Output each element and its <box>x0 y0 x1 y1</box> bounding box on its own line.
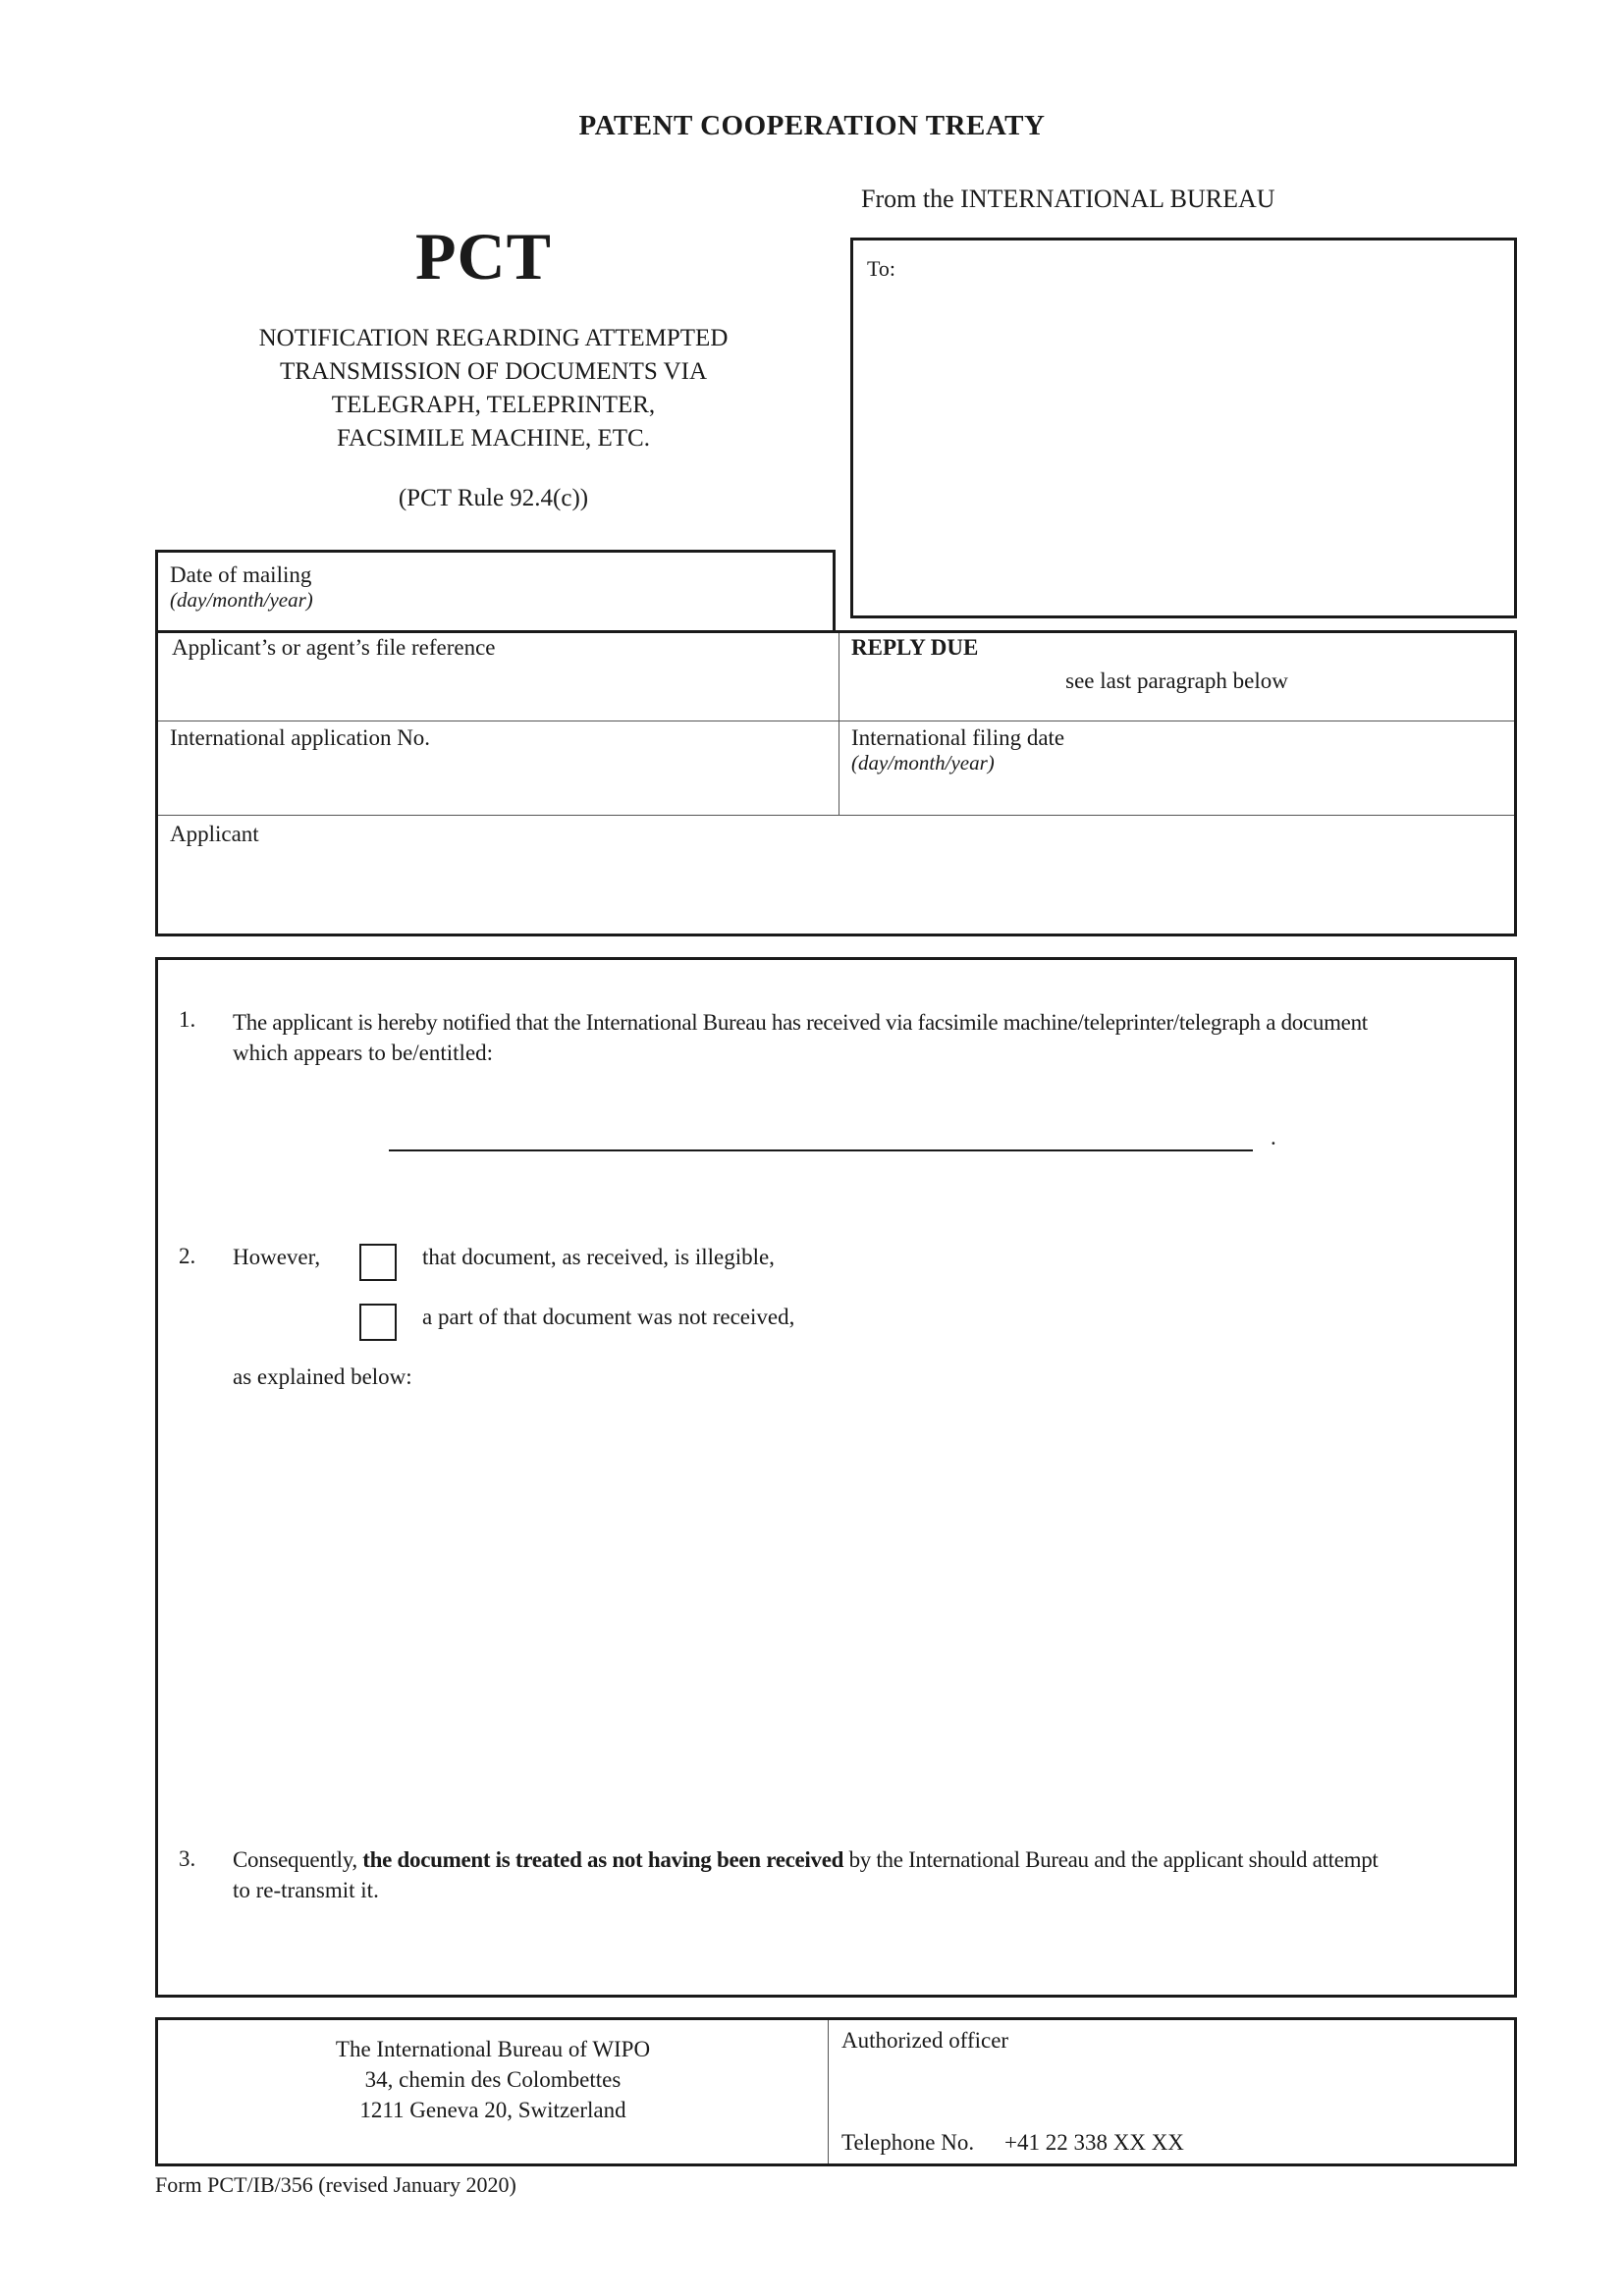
address-line: The International Bureau of WIPO <box>335 2037 651 2061</box>
to-address-box[interactable] <box>850 238 1517 618</box>
footer-divider <box>828 2020 829 2163</box>
wipo-address <box>158 2034 828 2125</box>
form-identifier: Form PCT/IB/356 (revised January 2020) <box>155 2172 516 2197</box>
address-line: 1211 Geneva 20, Switzerland <box>359 2098 626 2122</box>
explained-below-label: as explained below: <box>233 1364 412 1389</box>
from-line: From the INTERNATIONAL BUREAU <box>861 185 1275 213</box>
application-details-grid <box>155 630 1517 936</box>
paragraph-3 <box>233 1844 1499 1905</box>
notification-line: TELEGRAPH, TELEPRINTER, <box>331 392 656 418</box>
date-format-hint: (day/month/year) <box>170 588 313 612</box>
date-of-mailing-field[interactable] <box>155 550 836 633</box>
paragraph-1-line1: The applicant is hereby notified that the International Bureau has received via facsimile machine/teleprinter/telegraph a document <box>233 1010 1368 1035</box>
paragraph-2-lead: However, <box>233 1245 321 1269</box>
reply-due-note: see last paragraph below <box>1065 668 1288 693</box>
notification-line: NOTIFICATION REGARDING ATTEMPTED <box>258 325 729 351</box>
document-title-blank[interactable] <box>389 1149 1253 1151</box>
illegible-option-label: that document, as received, is illegible, <box>422 1245 775 1269</box>
address-line: 34, chemin des Colombettes <box>364 2067 622 2092</box>
paragraph-3-after: by the International Bureau and the applicant should attempt <box>843 1847 1379 1872</box>
intl-filing-date-label: International filing date <box>851 725 1065 750</box>
intl-filing-date-format: (day/month/year) <box>851 751 995 774</box>
rule-reference: (PCT Rule 92.4(c)) <box>398 485 589 511</box>
explanation-area[interactable] <box>233 1402 1499 1785</box>
file-reference-field[interactable] <box>158 633 839 721</box>
paragraph-1-line2: which appears to be/entitled: <box>233 1041 494 1065</box>
date-of-mailing-label: Date of mailing <box>170 562 312 587</box>
paragraph-2-number: 2. <box>179 1244 196 1268</box>
intl-filing-date-field[interactable] <box>839 721 1514 815</box>
footer-signature-box <box>155 2017 1517 2166</box>
intl-application-no-label: International application No. <box>170 725 431 750</box>
pct-heading: PCT <box>415 219 552 294</box>
telephone-label: Telephone No. <box>841 2130 975 2155</box>
intl-application-no-field[interactable] <box>158 721 839 815</box>
applicant-label: Applicant <box>170 822 259 846</box>
paragraph-1 <box>233 1007 1499 1068</box>
file-reference-label: Applicant’s or agent’s file reference <box>172 635 496 660</box>
notification-line: FACSIMILE MACHINE, ETC. <box>337 425 650 452</box>
paragraph-3-before: Consequently, <box>233 1847 363 1872</box>
paragraph-3-line2: to re-transmit it. <box>233 1878 379 1902</box>
reply-due-cell <box>839 633 1514 721</box>
paragraph-3-number: 3. <box>179 1846 196 1871</box>
notification-body <box>155 957 1517 1998</box>
authorized-officer-label: Authorized officer <box>841 2028 1009 2053</box>
telephone-value: +41 22 338 XX XX <box>1004 2130 1184 2155</box>
applicant-field[interactable] <box>158 816 1514 934</box>
treaty-title: PATENT COOPERATION TREATY <box>578 110 1046 141</box>
to-label: To: <box>867 256 896 281</box>
paragraph-3-emphasis: the document is treated as not having been received <box>362 1847 844 1872</box>
reply-due-label: REPLY DUE <box>851 635 979 660</box>
notification-line: TRANSMISSION OF DOCUMENTS VIA <box>279 358 707 385</box>
part-not-received-option-label: a part of that document was not received, <box>422 1305 795 1329</box>
blank-end-period: . <box>1271 1125 1276 1149</box>
part-not-received-checkbox[interactable] <box>359 1304 397 1341</box>
authorized-officer-field[interactable] <box>836 2059 1513 2123</box>
notification-title <box>157 322 830 455</box>
paragraph-1-number: 1. <box>179 1007 196 1032</box>
illegible-checkbox[interactable] <box>359 1244 397 1281</box>
